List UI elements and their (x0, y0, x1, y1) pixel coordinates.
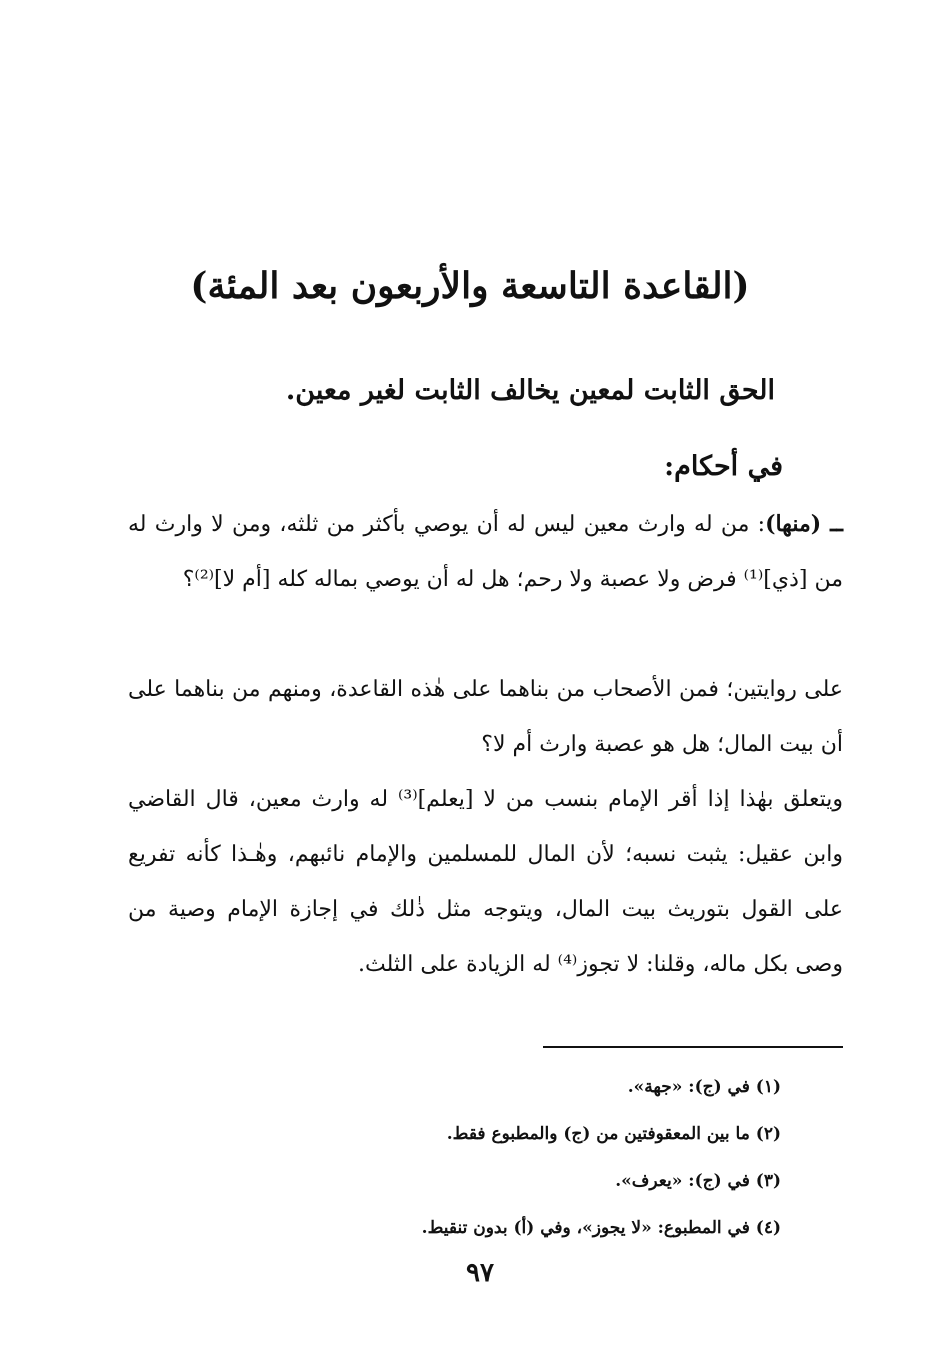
footnote-separator (543, 1046, 843, 1048)
footnote-2: (٢) ما بين المعقوفتين من (ج) والمطبوع فقط. (446, 1124, 781, 1144)
paragraph-1-lead: ــ (منها) (765, 511, 843, 537)
paragraph-1-text: : من له وارث معين ليس له أن يوصي بأكثر من ثلثه، ومن لا وارث له من [ذي]⁽¹⁾ فرض ولا عصبة ولا رحم؛ هل له أن يوصي بماله كله [أم لا]⁽²⁾؟ (128, 512, 843, 592)
footnote-1: (١) في (ج): «جهة». (627, 1077, 781, 1097)
paragraph-3: ويتعلق بهٰذا إذا أقر الإمام بنسب من لا [يعلم]⁽³⁾ له وارث معين، قال القاضي وابن عقيل: يثبت نسبه؛ لأن المال للمسلمين والإمام نائبهم، وهٰـذا كأنه تفريع على القول بتوريث بيت المال، ويتوجه مثل ذٰلك في إجازة الإمام وصية من وصى بكل ماله، وقلنا: لا تجوز⁽⁴⁾ له الزيادة على الثلث. (128, 787, 843, 977)
footnote-3: (٣) في (ج): «يعرف». (615, 1171, 781, 1191)
footnotes-list (181, 1064, 781, 1252)
paragraph-2: على روايتين؛ فمن الأصحاب من بناهما على هٰذه القاعدة، ومنهم من بناهما على أن بيت المال؛ هل هو عصبة وارث أم لا؟ (128, 677, 843, 757)
rule-statement: الحق الثابت لمعين يخالف الثابت لغير معين. (285, 375, 775, 406)
subheading: في أحكام: (664, 451, 783, 482)
chapter-title: (القاعدة التاسعة والأربعون بعد المئة) (190, 265, 750, 307)
page-number: ٩٧ (466, 1258, 494, 1288)
footnote-4: (٤) في المطبوع: «لا يجوز»، وفي (أ) بدون تنقيط. (421, 1218, 781, 1238)
paragraph-1 (128, 497, 843, 607)
